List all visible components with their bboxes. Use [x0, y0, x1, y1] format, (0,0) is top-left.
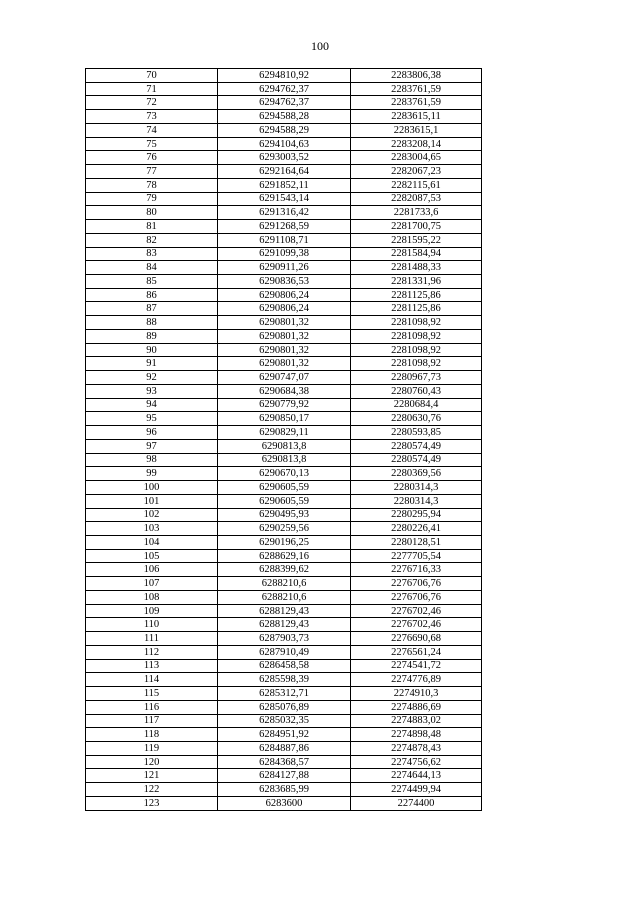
x-coordinate-cell: 6290605,59	[218, 494, 351, 508]
y-coordinate-cell: 2276702,46	[351, 604, 482, 618]
x-coordinate-cell: 6288129,43	[218, 604, 351, 618]
y-coordinate-cell: 2281733,6	[351, 206, 482, 220]
y-coordinate-cell: 2283615,11	[351, 110, 482, 124]
x-coordinate-cell: 6293003,52	[218, 151, 351, 165]
x-coordinate-cell: 6290259,56	[218, 522, 351, 536]
table-row	[86, 453, 482, 467]
y-coordinate-cell: 2280369,56	[351, 467, 482, 481]
table-row	[86, 481, 482, 495]
x-coordinate-cell: 6288210,6	[218, 577, 351, 591]
y-coordinate-cell: 2277705,54	[351, 549, 482, 563]
point-number-cell: 77	[86, 165, 218, 179]
y-coordinate-cell: 2283615,1	[351, 123, 482, 137]
table-row	[86, 357, 482, 371]
table-row	[86, 549, 482, 563]
point-number-cell: 72	[86, 96, 218, 110]
y-coordinate-cell: 2274883,02	[351, 714, 482, 728]
y-coordinate-cell: 2274756,62	[351, 755, 482, 769]
x-coordinate-cell: 6290801,32	[218, 357, 351, 371]
y-coordinate-cell: 2282087,53	[351, 192, 482, 206]
point-number-cell: 95	[86, 412, 218, 426]
table-row	[86, 563, 482, 577]
x-coordinate-cell: 6294588,29	[218, 123, 351, 137]
x-coordinate-cell: 6292164,64	[218, 165, 351, 179]
table-row	[86, 137, 482, 151]
table-row	[86, 316, 482, 330]
table-row	[86, 673, 482, 687]
y-coordinate-cell: 2283761,59	[351, 96, 482, 110]
table-row	[86, 165, 482, 179]
x-coordinate-cell: 6290850,17	[218, 412, 351, 426]
x-coordinate-cell: 6291268,59	[218, 220, 351, 234]
point-number-cell: 73	[86, 110, 218, 124]
x-coordinate-cell: 6285032,35	[218, 714, 351, 728]
x-coordinate-cell: 6290495,93	[218, 508, 351, 522]
y-coordinate-cell: 2274400	[351, 796, 482, 810]
table-row	[86, 769, 482, 783]
x-coordinate-cell: 6290813,8	[218, 453, 351, 467]
x-coordinate-cell: 6290813,8	[218, 439, 351, 453]
table-row	[86, 632, 482, 646]
table-row	[86, 687, 482, 701]
point-number-cell: 105	[86, 549, 218, 563]
table-row	[86, 741, 482, 755]
point-number-cell: 108	[86, 590, 218, 604]
y-coordinate-cell: 2280574,49	[351, 439, 482, 453]
point-number-cell: 117	[86, 714, 218, 728]
y-coordinate-cell: 2274886,69	[351, 700, 482, 714]
table-row	[86, 110, 482, 124]
y-coordinate-cell: 2281488,33	[351, 261, 482, 275]
y-coordinate-cell: 2274910,3	[351, 687, 482, 701]
point-number-cell: 78	[86, 178, 218, 192]
x-coordinate-cell: 6283685,99	[218, 783, 351, 797]
table-row	[86, 467, 482, 481]
y-coordinate-cell: 2280684,4	[351, 398, 482, 412]
x-coordinate-cell: 6290801,32	[218, 316, 351, 330]
table-row	[86, 494, 482, 508]
point-number-cell: 110	[86, 618, 218, 632]
table-row	[86, 220, 482, 234]
point-number-cell: 100	[86, 481, 218, 495]
table-row	[86, 577, 482, 591]
point-number-cell: 109	[86, 604, 218, 618]
table-row	[86, 426, 482, 440]
y-coordinate-cell: 2276706,76	[351, 577, 482, 591]
x-coordinate-cell: 6290801,32	[218, 329, 351, 343]
x-coordinate-cell: 6284887,86	[218, 741, 351, 755]
x-coordinate-cell: 6290779,92	[218, 398, 351, 412]
point-number-cell: 70	[86, 69, 218, 83]
point-number-cell: 82	[86, 233, 218, 247]
point-number-cell: 79	[86, 192, 218, 206]
point-number-cell: 75	[86, 137, 218, 151]
y-coordinate-cell: 2276702,46	[351, 618, 482, 632]
y-coordinate-cell: 2281700,75	[351, 220, 482, 234]
point-number-cell: 112	[86, 645, 218, 659]
table-row	[86, 590, 482, 604]
x-coordinate-cell: 6290806,24	[218, 288, 351, 302]
y-coordinate-cell: 2282067,23	[351, 165, 482, 179]
table-row	[86, 522, 482, 536]
x-coordinate-cell: 6294104,63	[218, 137, 351, 151]
x-coordinate-cell: 6284127,88	[218, 769, 351, 783]
table-row	[86, 288, 482, 302]
point-number-cell: 121	[86, 769, 218, 783]
x-coordinate-cell: 6288210,6	[218, 590, 351, 604]
point-number-cell: 74	[86, 123, 218, 137]
x-coordinate-cell: 6288629,16	[218, 549, 351, 563]
y-coordinate-cell: 2281125,86	[351, 288, 482, 302]
point-number-cell: 84	[86, 261, 218, 275]
x-coordinate-cell: 6290829,11	[218, 426, 351, 440]
table-row	[86, 604, 482, 618]
point-number-cell: 114	[86, 673, 218, 687]
point-number-cell: 102	[86, 508, 218, 522]
y-coordinate-cell: 2281595,22	[351, 233, 482, 247]
point-number-cell: 97	[86, 439, 218, 453]
table-row	[86, 302, 482, 316]
y-coordinate-cell: 2280593,85	[351, 426, 482, 440]
y-coordinate-cell: 2281331,96	[351, 275, 482, 289]
y-coordinate-cell: 2274776,89	[351, 673, 482, 687]
table-row	[86, 82, 482, 96]
point-number-cell: 93	[86, 384, 218, 398]
y-coordinate-cell: 2280630,76	[351, 412, 482, 426]
y-coordinate-cell: 2280226,41	[351, 522, 482, 536]
x-coordinate-cell: 6290801,32	[218, 343, 351, 357]
y-coordinate-cell: 2283208,14	[351, 137, 482, 151]
y-coordinate-cell: 2283761,59	[351, 82, 482, 96]
coordinates-table	[85, 68, 482, 811]
point-number-cell: 104	[86, 535, 218, 549]
x-coordinate-cell: 6285076,89	[218, 700, 351, 714]
table-row	[86, 714, 482, 728]
y-coordinate-cell: 2281098,92	[351, 316, 482, 330]
x-coordinate-cell: 6283600	[218, 796, 351, 810]
point-number-cell: 122	[86, 783, 218, 797]
table-row	[86, 233, 482, 247]
y-coordinate-cell: 2282115,61	[351, 178, 482, 192]
table-row	[86, 728, 482, 742]
table-row	[86, 700, 482, 714]
x-coordinate-cell: 6287903,73	[218, 632, 351, 646]
table-row	[86, 796, 482, 810]
table-row	[86, 535, 482, 549]
y-coordinate-cell: 2281125,86	[351, 302, 482, 316]
x-coordinate-cell: 6290806,24	[218, 302, 351, 316]
point-number-cell: 91	[86, 357, 218, 371]
y-coordinate-cell: 2281098,92	[351, 343, 482, 357]
point-number-cell: 103	[86, 522, 218, 536]
y-coordinate-cell: 2283806,38	[351, 69, 482, 83]
x-coordinate-cell: 6288129,43	[218, 618, 351, 632]
x-coordinate-cell: 6291099,38	[218, 247, 351, 261]
point-number-cell: 99	[86, 467, 218, 481]
y-coordinate-cell: 2274541,72	[351, 659, 482, 673]
point-number-cell: 123	[86, 796, 218, 810]
point-number-cell: 86	[86, 288, 218, 302]
point-number-cell: 76	[86, 151, 218, 165]
x-coordinate-cell: 6285312,71	[218, 687, 351, 701]
x-coordinate-cell: 6290605,59	[218, 481, 351, 495]
y-coordinate-cell: 2280967,73	[351, 371, 482, 385]
y-coordinate-cell: 2274898,48	[351, 728, 482, 742]
y-coordinate-cell: 2280314,3	[351, 494, 482, 508]
table-row	[86, 343, 482, 357]
y-coordinate-cell: 2283004,65	[351, 151, 482, 165]
table-row	[86, 192, 482, 206]
table-row	[86, 508, 482, 522]
table-row	[86, 275, 482, 289]
table-row	[86, 412, 482, 426]
y-coordinate-cell: 2280574,49	[351, 453, 482, 467]
coordinates-table-body	[86, 69, 482, 811]
table-row	[86, 178, 482, 192]
x-coordinate-cell: 6285598,39	[218, 673, 351, 687]
y-coordinate-cell: 2280760,43	[351, 384, 482, 398]
x-coordinate-cell: 6290911,26	[218, 261, 351, 275]
page-number: 100	[311, 39, 329, 53]
y-coordinate-cell: 2276716,33	[351, 563, 482, 577]
x-coordinate-cell: 6291316,42	[218, 206, 351, 220]
x-coordinate-cell: 6290684,38	[218, 384, 351, 398]
point-number-cell: 94	[86, 398, 218, 412]
table-row	[86, 371, 482, 385]
table-row	[86, 618, 482, 632]
x-coordinate-cell: 6294762,37	[218, 82, 351, 96]
point-number-cell: 106	[86, 563, 218, 577]
point-number-cell: 71	[86, 82, 218, 96]
point-number-cell: 101	[86, 494, 218, 508]
point-number-cell: 107	[86, 577, 218, 591]
table-row	[86, 69, 482, 83]
table-row	[86, 261, 482, 275]
y-coordinate-cell: 2276690,68	[351, 632, 482, 646]
point-number-cell: 85	[86, 275, 218, 289]
table-row	[86, 645, 482, 659]
point-number-cell: 98	[86, 453, 218, 467]
point-number-cell: 81	[86, 220, 218, 234]
point-number-cell: 80	[86, 206, 218, 220]
x-coordinate-cell: 6290670,13	[218, 467, 351, 481]
x-coordinate-cell: 6288399,62	[218, 563, 351, 577]
point-number-cell: 111	[86, 632, 218, 646]
x-coordinate-cell: 6290836,53	[218, 275, 351, 289]
x-coordinate-cell: 6290747,07	[218, 371, 351, 385]
x-coordinate-cell: 6291852,11	[218, 178, 351, 192]
point-number-cell: 113	[86, 659, 218, 673]
x-coordinate-cell: 6291543,14	[218, 192, 351, 206]
y-coordinate-cell: 2276561,24	[351, 645, 482, 659]
y-coordinate-cell: 2274644,13	[351, 769, 482, 783]
table-row	[86, 783, 482, 797]
table-row	[86, 247, 482, 261]
x-coordinate-cell: 6287910,49	[218, 645, 351, 659]
y-coordinate-cell: 2276706,76	[351, 590, 482, 604]
x-coordinate-cell: 6294762,37	[218, 96, 351, 110]
x-coordinate-cell: 6284368,57	[218, 755, 351, 769]
table-row	[86, 96, 482, 110]
x-coordinate-cell: 6290196,25	[218, 535, 351, 549]
x-coordinate-cell: 6286458,58	[218, 659, 351, 673]
x-coordinate-cell: 6294810,92	[218, 69, 351, 83]
point-number-cell: 120	[86, 755, 218, 769]
point-number-cell: 89	[86, 329, 218, 343]
table-row	[86, 151, 482, 165]
table-row	[86, 384, 482, 398]
table-row	[86, 755, 482, 769]
y-coordinate-cell: 2280128,51	[351, 535, 482, 549]
y-coordinate-cell: 2280295,94	[351, 508, 482, 522]
point-number-cell: 116	[86, 700, 218, 714]
y-coordinate-cell: 2281584,94	[351, 247, 482, 261]
y-coordinate-cell: 2274878,43	[351, 741, 482, 755]
table-row	[86, 123, 482, 137]
x-coordinate-cell: 6294588,28	[218, 110, 351, 124]
x-coordinate-cell: 6291108,71	[218, 233, 351, 247]
point-number-cell: 87	[86, 302, 218, 316]
table-row	[86, 329, 482, 343]
table-row	[86, 206, 482, 220]
y-coordinate-cell: 2281098,92	[351, 357, 482, 371]
table-row	[86, 659, 482, 673]
point-number-cell: 119	[86, 741, 218, 755]
table-row	[86, 439, 482, 453]
point-number-cell: 118	[86, 728, 218, 742]
point-number-cell: 90	[86, 343, 218, 357]
point-number-cell: 96	[86, 426, 218, 440]
y-coordinate-cell: 2281098,92	[351, 329, 482, 343]
point-number-cell: 83	[86, 247, 218, 261]
y-coordinate-cell: 2274499,94	[351, 783, 482, 797]
y-coordinate-cell: 2280314,3	[351, 481, 482, 495]
table-row	[86, 398, 482, 412]
point-number-cell: 88	[86, 316, 218, 330]
x-coordinate-cell: 6284951,92	[218, 728, 351, 742]
point-number-cell: 115	[86, 687, 218, 701]
point-number-cell: 92	[86, 371, 218, 385]
